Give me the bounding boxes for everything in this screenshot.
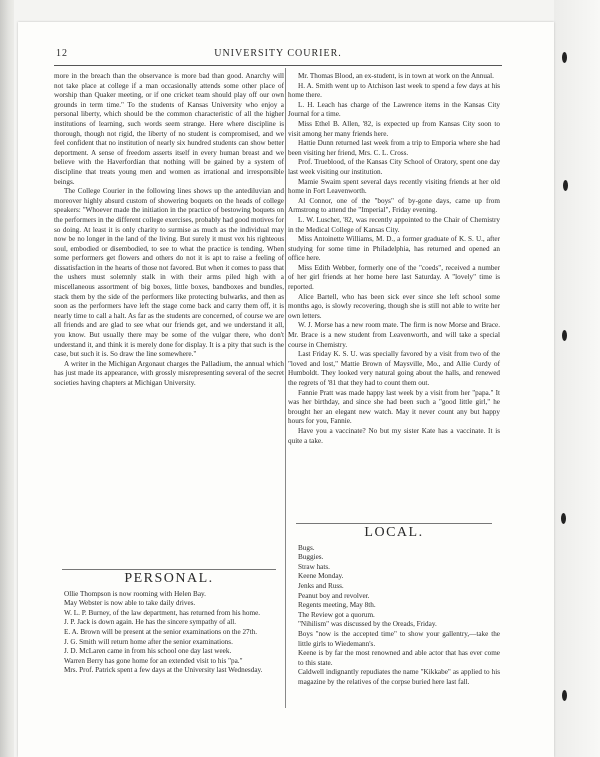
page-edge	[554, 0, 600, 757]
binding-hole	[562, 330, 567, 341]
local-heading: LOCAL.	[364, 525, 424, 540]
local-item: Keene Monday.	[298, 572, 344, 581]
section-divider	[62, 569, 276, 570]
local-item: "Nihilism" was discussed by the Oreads, Friday.	[298, 620, 437, 629]
editorial-paragraph: The College Courier in the following lines shows up the antediluvian and moreover highly absurd custom of showering boquets on the heads of college speakers: "Whoever made the initiation in the practice of bestowing boquets on the performers in the different college exercises, probably had good motives for so doing. At least it is only charity to surmise as much as the individual may now be no longer in the land of the living. But surely it must vex his righteous soul, embodied or disembodied, to see to what the practice is tending. When some performers get flowers and others do not it is apt to raise a feeling of dissatisfaction in the hearts of those not favored. But when it comes to pass that the ushers must solemnly stalk in with their arms piled high with a miscellaneous assortment of big boxes, little boxes, bandboxes and bundles, stack them by the side of the performers like protecting bulwarks, and then as soon as the performers have left the stage come back and carry them off, it is nearly time to call a halt. As far as the students are concerned, of course we are all friends and are glad to see what our friends get, and we understand it all, you know. But usually there may be some of the vulgar there, who don't understand it, and think it is merely done for display. It is a pity that such is the case, but such it is. So draw the line somewhere."	[54, 187, 284, 359]
local-item: Bugs.	[298, 543, 315, 552]
binding-hole	[562, 690, 567, 701]
news-item: Last Friday K. S. U. was specially favored by a visit from two of the "loved and lost," Mattie Brown of Maysville, Mo., and Allie Curdy of Humboldt. They looked very natural going about the halls, and renewed the regrets of '81 that they had to count them out.	[288, 350, 500, 387]
news-item: Hattie Dunn returned last week from a trip to Emporia where she had been visiting her friend, Mrs. C. L. Cross.	[288, 139, 500, 157]
page-header	[56, 48, 500, 64]
news-item: Alice Bartell, who has been sick ever since she left school some months ago, is slowly recovering, though she is still not able to write her own letters.	[288, 292, 500, 320]
local-item: Jenks and Russ.	[298, 581, 344, 590]
personal-item: J. G. Smith will return home after the senior examinations.	[64, 637, 233, 646]
news-item: Mamie Swaim spent several days recently visiting friends at her old home in Fort Leavenworth.	[288, 177, 500, 196]
personal-item: Ollie Thompson is now rooming with Helen Bay.	[64, 589, 206, 598]
news-item: Miss Edith Webber, formerly one of the "coeds", received a number of her girl friends at her home here last Saturday. A "lovely" time is reported.	[288, 263, 500, 292]
local-item: Peanut boy and revolver.	[298, 591, 370, 600]
book-binding	[0, 0, 14, 757]
news-item: W. J. Morse has a new room mate. The firm is now Morse and Brace. Mr. Brace is a new student from Leavenworth, and will take a special course in Chemistry.	[288, 321, 500, 349]
news-item: Miss Ethel B. Allen, '82, is expected up from Kansas City soon to visit among her many friends here.	[288, 119, 500, 138]
editorial-column	[54, 72, 284, 389]
header-rule	[54, 65, 502, 66]
column-divider	[285, 68, 286, 708]
local-item: Keene is by far the most renowned and able actor that has ever come to this state.	[298, 649, 500, 667]
news-item: Have you a vaccinate? No but my sister Kate has a vaccinate. It is quite a take.	[288, 426, 500, 445]
personal-item: J. D. McLaren came in from his school one day last week.	[64, 647, 232, 656]
personal-section	[54, 566, 284, 676]
local-item: Buggies.	[298, 553, 324, 562]
personal-item: W. L. P. Burney, of the law department, has returned from his home.	[64, 608, 261, 617]
editorial-paragraph: more in the breach than the observance is more bad than good. Anarchy will not take place at college if a man occasionally attends some other place of worship than Quaker meeting, or if one cricket team should play off our own grounds in term time." To the students of Kansas University who enjoy a personal liberty, which should be the common characteristic of all the higher institutions of learning, such words seem strange. Here where discipline is thorough, though not rigid, the liberty of no student is compromised, and we feel confident that no institution of nearly six hundred students can show better deportment. A sense of freedom asserts itself in every human breast and we believe with the Haverfordian that nothing will be gained by a system of discipline that treats young men and women as irrational and irresponsible beings.	[54, 72, 284, 186]
page-number: 12	[56, 48, 68, 59]
personal-heading: PERSONAL.	[124, 571, 214, 586]
news-item: Mr. Thomas Blood, an ex-student, is in town at work on the Annual.	[298, 72, 494, 80]
publication-title: UNIVERSITY COURIER.	[214, 48, 342, 59]
personal-continued-column	[288, 72, 500, 446]
news-item: Al Connor, one of the "boys" of by-gone days, came up from Armstrong to attend the "Imperial", Friday evening.	[288, 196, 500, 215]
news-item: H. A. Smith went up to Atchison last week to spend a few days at his home there.	[288, 81, 500, 100]
local-item: Caldwell indignantly repudiates the name "Kikkabe" as applied to his magazine by the relatives of the corpse buried here last fall.	[298, 668, 500, 686]
personal-item: Mrs. Prof. Patrick spent a few days at the University last Wednesday.	[64, 666, 263, 675]
personal-item: J. P. Jack is down again. He has the sincere sympathy of all.	[64, 618, 237, 627]
local-item: Boys "now is the accepted time" to show your gallentry,—take the little girls to Wiedemann's.	[298, 629, 500, 648]
binding-hole	[563, 180, 568, 191]
editorial-paragraph: A writer in the Michigan Argonaut charges the Palladium, the annual which has just made its appearance, with grossly misrepresenting several of the secret societies having chapters at Michigan University.	[54, 359, 284, 387]
binding-hole	[561, 513, 566, 524]
news-item: Prof. Trueblood, of the Kansas City School of Oratory, spent one day last week visiting our institution.	[288, 158, 500, 176]
local-item: The Review got a quorum.	[298, 610, 375, 619]
personal-item: May Webster is now able to take daily drives.	[64, 599, 196, 608]
news-item: Miss Antoinette Williams, M. D., a former graduate of K. S. U., after studying for some time in Philadelphia, has returned and opened an office here.	[288, 235, 500, 263]
personal-item: Warren Berry has gone home for an extended visit to his "pa."	[64, 656, 243, 665]
news-item: L. H. Leach has charge of the Lawrence items in the Kansas City Journal for a time.	[288, 100, 500, 119]
section-divider	[296, 523, 492, 524]
local-item: Straw hats.	[298, 562, 330, 571]
binding-hole	[562, 52, 567, 63]
news-item: L. W. Luscher, '82, was recently appointed to the Chair of Chemistry in the Medical College of Kansas City.	[288, 215, 500, 234]
local-item: Regents meeting, May 8th.	[298, 601, 376, 610]
news-item: Fannie Pratt was made happy last week by a visit from her "papa." It was her birthday, and since she had been such a "good little girl," he brought her an elegant new watch. May it never count any but happy hours for you, Fannie.	[288, 388, 500, 426]
local-section	[288, 520, 500, 688]
personal-item: E. A. Brown will be present at the senior examinations on the 27th.	[64, 627, 258, 636]
